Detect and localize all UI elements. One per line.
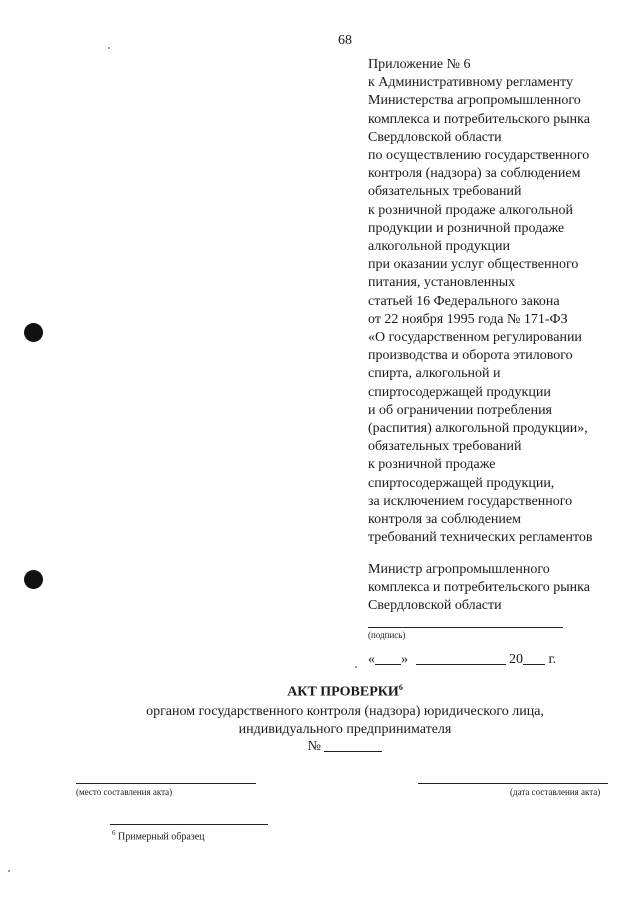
year-prefix: 20 (509, 652, 523, 667)
minister-title (368, 561, 640, 616)
appendix-line: по осуществлению государственного (368, 148, 590, 164)
scan-speck (8, 870, 10, 872)
appendix-line: к Административному регламенту (368, 75, 573, 91)
year-suffix: г. (548, 652, 557, 667)
appendix-line: к розничной продаже (368, 457, 496, 473)
signature-line (368, 627, 563, 628)
appendix-line: и об ограничении потребления (368, 402, 552, 418)
date-line (418, 783, 608, 784)
appendix-line: обязательных требований (368, 184, 522, 200)
appendix-line: спиртосодержащей продукции, (368, 475, 555, 491)
appendix-line: контроля за соблюдением (368, 512, 521, 528)
appendix-line: алкогольной продукции (368, 239, 510, 255)
appendix-line: при оказании услуг общественного (368, 257, 579, 273)
minister-line: Свердловской области (368, 598, 502, 614)
appendix-line: статьей 16 Федерального закона (368, 293, 560, 309)
appendix-line: за исключением государственного (368, 493, 573, 509)
scan-speck (355, 666, 357, 668)
appendix-line: спиртосодержащей продукции (368, 384, 551, 400)
footnote-separator (110, 824, 268, 825)
date-row (368, 650, 556, 668)
act-subtitle-line: индивидуального предпринимателя (238, 721, 452, 737)
footnote (112, 829, 205, 842)
appendix-line: к розничной продаже алкогольной (368, 202, 573, 218)
act-subtitle (0, 703, 640, 738)
minister-line: Министр агропромышленного (368, 562, 550, 577)
appendix-line: продукции и розничной продаже (368, 220, 565, 236)
appendix-line: от 22 ноября 1995 года № 171-ФЗ (368, 311, 568, 327)
appendix-line: контроля (надзора) за соблюдением (368, 166, 581, 182)
act-title (0, 683, 640, 701)
appendix-line: Министерства агропромышленного (368, 93, 581, 109)
page-number: 68 (338, 33, 352, 48)
punch-hole (24, 570, 43, 589)
appendix-line: «О государственном регулировании (368, 330, 582, 346)
footnote-text: Примерный образец (118, 831, 205, 843)
appendix-line: комплекса и потребительского рынка (368, 111, 590, 127)
appendix-line: производства и оборота этилового (368, 348, 573, 364)
signature-caption: (подпись) (368, 630, 406, 640)
act-title-footnote-mark: 6 (398, 683, 403, 692)
act-subtitle-line: органом государственного контроля (надзора) юридического лица, (146, 704, 544, 719)
appendix-line: спирта, алкогольной и (368, 366, 501, 382)
footnote-mark: 6 (112, 829, 116, 837)
date-open-quote: « (368, 652, 375, 667)
appendix-line: (распития) алкогольной продукции», (368, 421, 588, 437)
appendix-line: Свердловской области (368, 129, 502, 145)
appendix-line: требований технических регламентов (368, 530, 593, 546)
day-blank (375, 650, 401, 665)
year-blank (523, 650, 545, 665)
place-caption: (место составления акта) (76, 787, 173, 797)
act-title-text: АКТ ПРОВЕРКИ (287, 684, 399, 700)
appendix-line: Приложение № 6 (368, 57, 471, 72)
scan-speck (108, 47, 110, 49)
act-number-blank (324, 737, 382, 752)
appendix-header (368, 56, 640, 547)
appendix-line: питания, установленных (368, 275, 516, 291)
minister-line: комплекса и потребительского рынка (368, 580, 590, 596)
date-caption: (дата составления акта) (510, 787, 601, 797)
date-close-quote: » (401, 652, 408, 667)
appendix-line: обязательных требований (368, 439, 522, 455)
act-number (0, 737, 640, 755)
punch-hole (24, 323, 43, 342)
month-blank (416, 650, 506, 665)
place-line (76, 783, 256, 784)
act-number-label: № (307, 739, 321, 754)
